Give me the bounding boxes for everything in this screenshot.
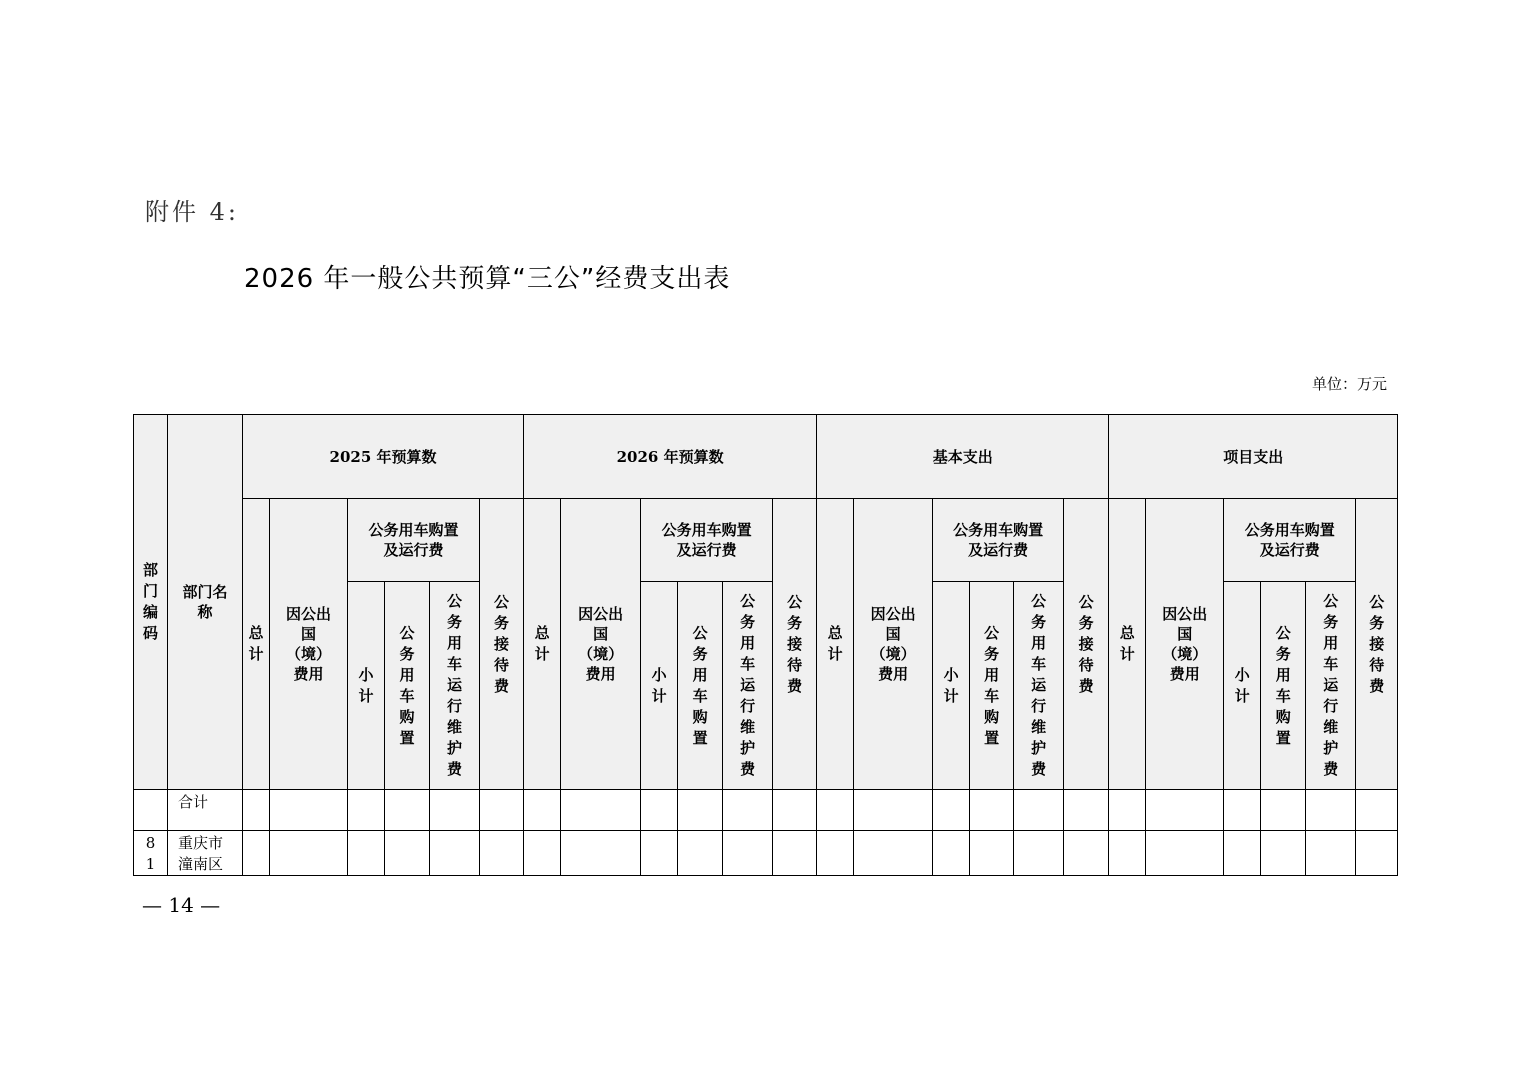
- header-subtotal: [348, 582, 385, 790]
- header-vehicle-purchase-text: 公务用车购置: [692, 623, 708, 747]
- table-cell: [561, 831, 641, 876]
- table-cell: [1146, 831, 1224, 876]
- table-cell: [970, 790, 1014, 831]
- row-name-text: 重庆市潼南区: [178, 834, 224, 873]
- table-cell: [480, 790, 524, 831]
- table-cell: [1261, 790, 1306, 831]
- table-cell: [1109, 790, 1146, 831]
- table-cell: [817, 790, 854, 831]
- page-number: — 14 —: [142, 893, 221, 917]
- header-subtotal-text: 小计: [943, 665, 959, 705]
- table-cell: [480, 831, 524, 876]
- header-vehicle-purchase-text: 公务用车购置: [984, 623, 1000, 747]
- header-dept-name-text: 部门名称: [182, 583, 228, 621]
- header-subtotal: [1224, 582, 1261, 790]
- row-name: 合计: [168, 790, 243, 831]
- header-vehicle-purchase-text: 公务用车购置: [399, 623, 415, 747]
- header-vehicle-operation: [723, 582, 773, 790]
- document-title: 2026 年一般公共预算“三公”经费支出表: [244, 264, 731, 294]
- row-code: [134, 831, 168, 876]
- table-cell: [1356, 831, 1398, 876]
- header-vehicle: [1224, 499, 1356, 582]
- table-cell: [678, 790, 723, 831]
- header-group-2025: 2025 年预算数: [243, 415, 524, 499]
- header-subtotal-text: 小计: [1234, 665, 1250, 705]
- table-row-dept: [134, 831, 1398, 876]
- table-cell: [430, 831, 480, 876]
- table-cell: [1224, 831, 1261, 876]
- header-reception: [1356, 499, 1398, 790]
- unit-label: 单位：万元: [1311, 375, 1387, 393]
- row-code: [134, 790, 168, 831]
- table-cell: [1064, 831, 1109, 876]
- header-total-text: 总计: [248, 624, 264, 663]
- header-vehicle-operation: [1014, 582, 1064, 790]
- header-reception: [480, 499, 524, 790]
- header-subtotal: [933, 582, 970, 790]
- table-cell: [524, 790, 561, 831]
- header-vehicle-text: 公务用车购置及运行费: [661, 521, 752, 559]
- table-cell: [773, 831, 817, 876]
- table-cell: [561, 790, 641, 831]
- header-total-text: 总计: [534, 624, 550, 663]
- table-cell: [243, 790, 270, 831]
- header-vehicle-operation-text: 公务用车运行维护费: [1031, 592, 1047, 778]
- table-cell: [723, 790, 773, 831]
- header-dept-code-text: 部门编码: [142, 561, 158, 642]
- table-cell: [270, 790, 348, 831]
- table-cell: [348, 831, 385, 876]
- row-code-text: 81: [145, 834, 156, 873]
- table-row-total: [134, 790, 1398, 831]
- header-group-basic: 基本支出: [817, 415, 1109, 499]
- header-reception: [1064, 499, 1109, 790]
- header-reception-text: 公务接待费: [494, 592, 510, 695]
- header-subtotal: [641, 582, 678, 790]
- header-vehicle: [348, 499, 480, 582]
- header-total: [817, 499, 854, 790]
- table-cell: [1261, 831, 1306, 876]
- header-abroad: [561, 499, 641, 790]
- table-cell: [1109, 831, 1146, 876]
- table-cell: [817, 831, 854, 876]
- header-vehicle-operation-text: 公务用车运行维护费: [1323, 592, 1339, 778]
- table-cell: [1224, 790, 1261, 831]
- header-vehicle: [641, 499, 773, 582]
- table-cell: [1356, 790, 1398, 831]
- table-cell: [1064, 790, 1109, 831]
- table-cell: [524, 831, 561, 876]
- header-reception: [773, 499, 817, 790]
- table-cell: [270, 831, 348, 876]
- header-total-text: 总计: [827, 624, 843, 663]
- header-abroad: [1146, 499, 1224, 790]
- header-vehicle-operation: [430, 582, 480, 790]
- header-reception-text: 公务接待费: [1369, 592, 1385, 695]
- header-vehicle-operation: [1306, 582, 1356, 790]
- header-abroad-text: 因公出国（境）费用: [285, 605, 331, 683]
- header-vehicle-purchase: [678, 582, 723, 790]
- header-dept-name: [168, 415, 243, 790]
- header-vehicle-operation-text: 公务用车运行维护费: [740, 592, 756, 778]
- header-abroad: [270, 499, 348, 790]
- header-total: [243, 499, 270, 790]
- header-subtotal-text: 小计: [651, 665, 667, 705]
- table-cell: [1306, 831, 1356, 876]
- row-name: [168, 831, 243, 876]
- header-group-2026: 2026 年预算数: [524, 415, 817, 499]
- header-dept-code: [134, 415, 168, 790]
- header-vehicle-text: 公务用车购置及运行费: [953, 521, 1044, 559]
- header-vehicle: [933, 499, 1064, 582]
- table-cell: [1306, 790, 1356, 831]
- header-group-project: 项目支出: [1109, 415, 1398, 499]
- table-cell: [1014, 831, 1064, 876]
- header-subtotal-text: 小计: [358, 665, 374, 705]
- header-vehicle-purchase: [385, 582, 430, 790]
- table-cell: [678, 831, 723, 876]
- table-cell: [641, 790, 678, 831]
- header-vehicle-purchase-text: 公务用车购置: [1275, 623, 1291, 747]
- header-total: [1109, 499, 1146, 790]
- header-vehicle-purchase: [1261, 582, 1306, 790]
- attachment-label: 附件 4:: [145, 198, 239, 226]
- table-cell: [385, 790, 430, 831]
- table-cell: [854, 831, 933, 876]
- header-abroad: [854, 499, 933, 790]
- table-cell: [933, 790, 970, 831]
- header-vehicle-text: 公务用车购置及运行费: [368, 521, 459, 559]
- header-total: [524, 499, 561, 790]
- header-abroad-text: 因公出国（境）费用: [578, 605, 624, 683]
- header-total-text: 总计: [1119, 624, 1135, 663]
- table-cell: [385, 831, 430, 876]
- table-cell: [773, 790, 817, 831]
- table-cell: [1014, 790, 1064, 831]
- table-cell: [430, 790, 480, 831]
- header-reception-text: 公务接待费: [787, 592, 803, 695]
- header-reception-text: 公务接待费: [1078, 592, 1094, 695]
- header-vehicle-operation-text: 公务用车运行维护费: [446, 592, 462, 778]
- table-cell: [933, 831, 970, 876]
- table-cell: [641, 831, 678, 876]
- table-cell: [854, 790, 933, 831]
- header-abroad-text: 因公出国（境）费用: [870, 605, 916, 683]
- table-cell: [970, 831, 1014, 876]
- table-cell: [1146, 790, 1224, 831]
- expense-table: [133, 414, 1398, 876]
- header-vehicle-purchase: [970, 582, 1014, 790]
- table-cell: [243, 831, 270, 876]
- header-vehicle-text: 公务用车购置及运行费: [1244, 521, 1335, 559]
- table-cell: [348, 790, 385, 831]
- table-cell: [723, 831, 773, 876]
- header-abroad-text: 因公出国（境）费用: [1162, 605, 1208, 683]
